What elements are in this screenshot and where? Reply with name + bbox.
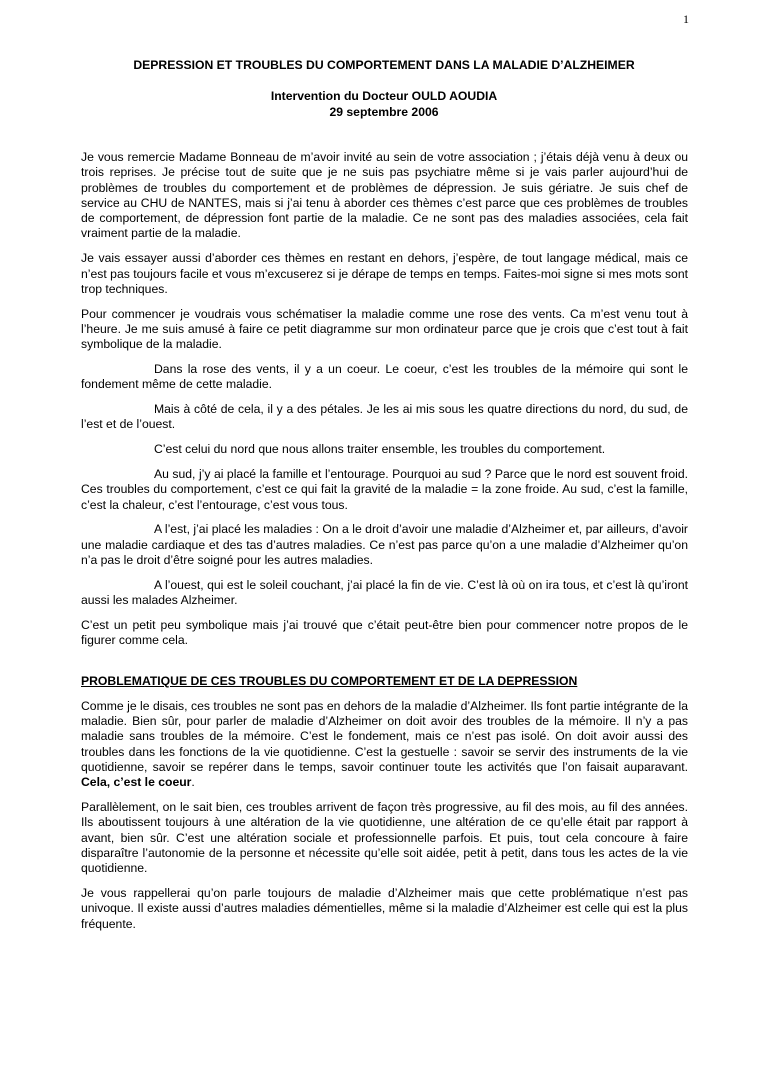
bold-phrase: Cela, c’est le coeur (81, 775, 192, 790)
paragraph: Je vous rappellerai qu’on parle toujours de maladie d’Alzheimer mais que cette problématique n’est pas univoque. Il existe aussi d’autres maladies démentielles, même si la maladie d’Alzheimer est celle qui est la plus fréquente. (81, 886, 688, 931)
paragraph-text: Comme je le disais, ces troubles ne sont pas en dehors de la maladie d’Alzheimer. Ils font partie intégrante de la maladie. Bien sûr, pour parler de maladie d’Alzheimer on doit avoir des troubles de la mémoire. Il n’y a pas maladie sans troubles de la mémoire. C’est le fondement, mais ce n’est pas isolé. On doit avoir aussi des troubles dans les fonctions de la vie quotidienne. C’est la gestuelle : savoir se servir des instruments de la vie quotidienne, savoir se repérer dans le temps, savoir continuer toute les activités que l’on faisait auparavant. (81, 698, 688, 774)
paragraph: Mais à côté de cela, il y a des pétales. Je les ai mis sous les quatre directions du nord, du sud, de l’est et de l’ouest. (81, 402, 688, 432)
paragraph: Je vais essayer aussi d’aborder ces thèmes en restant en dehors, j’espère, de tout langage médical, mais ce n’est pas toujours facile et vous m’excuserez si je dérape de temps en temps. Faites-moi signe si mes mots sont trop techniques. (81, 251, 688, 296)
paragraph: C’est celui du nord que nous allons traiter ensemble, les troubles du comportement. (154, 442, 606, 457)
page-number: 1 (683, 12, 689, 26)
paragraph: Parallèlement, on le sait bien, ces troubles arrivent de façon très progressive, au fil des mois, au fil des années. Ils aboutissent toujours à une altération de la vie quotidienne, une altération de ce qu’elle était par rapport à avant, bien sûr. C’est une altération sociale et professionnelle parfois. Et puis, tout cela concoure à faire disparaître l’autonomie de la personne et nécessite qu’elle soit aidée, petit à petit, dans tous les actes de la vie quotidienne. (81, 800, 688, 876)
paragraph: C’est un petit peu symbolique mais j’ai trouvé que c’était peut-être bien pour commencer notre propos de le figurer comme cela. (81, 617, 688, 648)
document-title: DEPRESSION ET TROUBLES DU COMPORTEMENT DANS LA MALADIE D’ALZHEIMER (133, 58, 635, 72)
paragraph: Au sud, j’y ai placé la famille et l’entourage. Pourquoi au sud ? Parce que le nord est souvent froid. Ces troubles du comportement, c’est ce qui fait la gravité de la maladie = la zone froide. Au sud, c’est la famille, c’est la chaleur, c’est l’entourage, c’est vous tous. (81, 467, 688, 512)
paragraph-end: . (191, 775, 195, 790)
paragraph: A l’est, j’ai placé les maladies : On a le droit d’avoir une maladie d’Alzheimer et, par ailleurs, d’avoir une maladie cardiaque et des tas d’autres maladies. Ce n’est pas parce qu’on a une maladie d’Alzheimer qu’on n’a pas le droit d’être soigné pour les autres maladies. (81, 522, 688, 568)
paragraph: Pour commencer je voudrais vous schématiser la maladie comme une rose des vents. Ca m’est venu tout à l’heure. Je me suis amusé à faire ce petit diagramme sur mon ordinateur parce que je crois que c’est tout à fait symbolique de la maladie. (81, 306, 688, 352)
paragraph: Je vous remercie Madame Bonneau de m’avoir invité au sein de votre association ; j’étais déjà venu à deux ou trois reprises. Je précise tout de suite que je ne suis pas psychiatre même si je vais parler aujourd’hui de problèmes de troubles du comportement et de problèmes de dépression. Je suis gériatre. Je suis chef de service au CHU de NANTES, mais si j’ai tenu à aborder ces thèmes c’est parce que ces problèmes de troubles de comportement, de dépression font partie de la maladie. Ce ne sont pas des maladies associées, cela fait vraiment partie de la maladie. (81, 150, 688, 241)
document-body (81, 150, 688, 941)
speaker-line: Intervention du Docteur OULD AOUDIA (270, 89, 498, 103)
paragraph: A l’ouest, qui est le soleil couchant, j’ai placé la fin de vie. C’est là où on ira tous, et c’est là qu’iront aussi les malades Alzheimer. (81, 577, 688, 608)
section-heading: PROBLEMATIQUE DE CES TROUBLES DU COMPORTEMENT ET DE LA DEPRESSION (81, 673, 578, 688)
paragraph (81, 699, 688, 791)
date-line: 29 septembre 2006 (329, 105, 439, 119)
paragraph: Dans la rose des vents, il y a un coeur. Le coeur, c’est les troubles de la mémoire qui sont le fondement même de cette maladie. (81, 362, 688, 392)
